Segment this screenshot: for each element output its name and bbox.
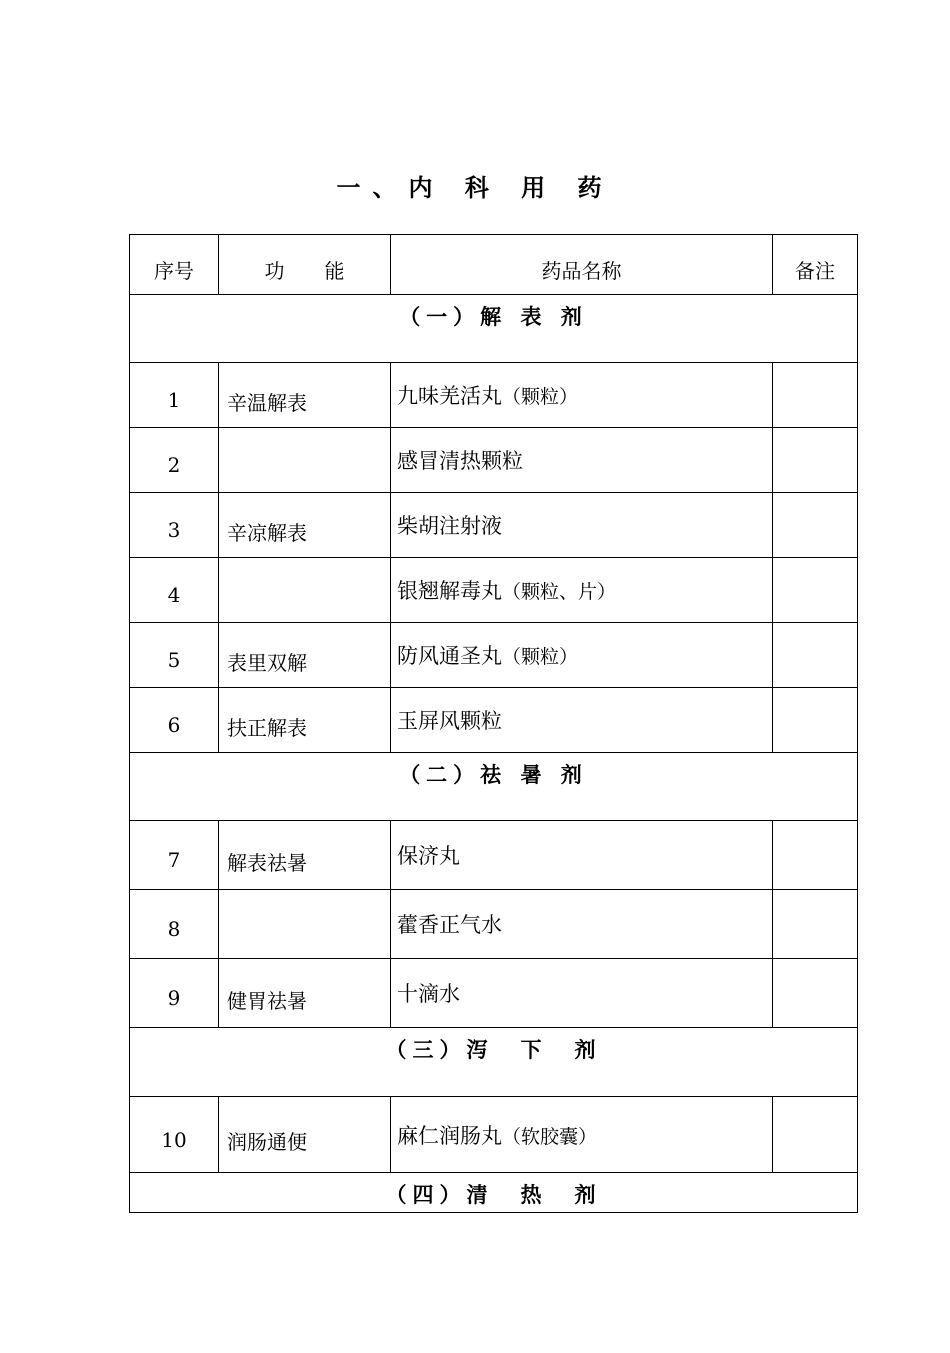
cell-drug-name (391, 363, 773, 428)
cell-note (773, 688, 858, 753)
drug-name: 保济丸 (397, 844, 460, 868)
drug-form: （软胶囊） (502, 1125, 598, 1148)
cell-drug-name (391, 1097, 773, 1173)
cell-note (773, 493, 858, 558)
cell-num: 5 (130, 623, 219, 688)
drug-table (129, 234, 858, 1213)
cell-drug-name (391, 558, 773, 623)
drug-name: 感冒清热颗粒 (397, 449, 523, 473)
section-title: （一）解 表 剂 (130, 295, 858, 363)
section-title: （二）祛 暑 剂 (130, 753, 858, 821)
drug-name: 九味羌活丸 (397, 384, 502, 408)
drug-name: 麻仁润肠丸 (397, 1123, 502, 1148)
table-row (130, 363, 858, 428)
table-row (130, 688, 858, 753)
cell-drug-name (391, 688, 773, 753)
table-row (130, 821, 858, 890)
section-title: （三）泻 下 剂 (130, 1028, 858, 1097)
section-row (130, 1173, 858, 1213)
cell-note (773, 623, 858, 688)
cell-note (773, 558, 858, 623)
cell-note (773, 363, 858, 428)
header-function: 功 能 (219, 235, 391, 295)
table-row (130, 493, 858, 558)
cell-drug-name (391, 493, 773, 558)
table-row (130, 623, 858, 688)
cell-drug-name (391, 890, 773, 959)
cell-drug-name (391, 959, 773, 1028)
page-title: 一、内 科 用 药 (336, 174, 614, 202)
cell-function: 润肠通便 (219, 1097, 391, 1173)
drug-form: （颗粒、片） (502, 581, 617, 603)
cell-function: 辛温解表 (219, 363, 391, 428)
cell-note (773, 428, 858, 493)
cell-num: 8 (130, 890, 219, 959)
cell-note (773, 890, 858, 959)
cell-num: 10 (130, 1097, 219, 1173)
cell-function: 健胃祛暑 (219, 959, 391, 1028)
table-row (130, 959, 858, 1028)
cell-note (773, 959, 858, 1028)
section-title: （四）清 热 剂 (130, 1173, 858, 1213)
cell-function (219, 428, 391, 493)
drug-name: 银翘解毒丸 (397, 579, 502, 603)
drug-form: （颗粒） (502, 646, 579, 668)
cell-num: 3 (130, 493, 219, 558)
cell-function: 扶正解表 (219, 688, 391, 753)
table-row (130, 1097, 858, 1173)
header-row (130, 235, 858, 295)
header-note: 备注 (773, 235, 858, 295)
drug-name: 十滴水 (397, 982, 460, 1006)
header-drug-name: 药品名称 (391, 235, 773, 295)
cell-drug-name (391, 623, 773, 688)
drug-name: 柴胡注射液 (397, 514, 502, 538)
table-row (130, 890, 858, 959)
cell-num: 6 (130, 688, 219, 753)
cell-num: 9 (130, 959, 219, 1028)
cell-drug-name (391, 821, 773, 890)
cell-function: 表里双解 (219, 623, 391, 688)
cell-note (773, 1097, 858, 1173)
cell-function (219, 890, 391, 959)
header-num: 序号 (130, 235, 219, 295)
drug-name: 防风通圣丸 (397, 644, 502, 668)
cell-note (773, 821, 858, 890)
section-row (130, 1028, 858, 1097)
cell-num: 7 (130, 821, 219, 890)
cell-function: 辛凉解表 (219, 493, 391, 558)
cell-drug-name (391, 428, 773, 493)
drug-form: （颗粒） (502, 386, 579, 408)
cell-num: 4 (130, 558, 219, 623)
cell-function (219, 558, 391, 623)
cell-num: 2 (130, 428, 219, 493)
section-row (130, 295, 858, 363)
section-row (130, 753, 858, 821)
table-row (130, 558, 858, 623)
table-row (130, 428, 858, 493)
cell-num: 1 (130, 363, 219, 428)
cell-function: 解表祛暑 (219, 821, 391, 890)
drug-name: 藿香正气水 (397, 913, 502, 937)
drug-name: 玉屏风颗粒 (397, 709, 502, 733)
